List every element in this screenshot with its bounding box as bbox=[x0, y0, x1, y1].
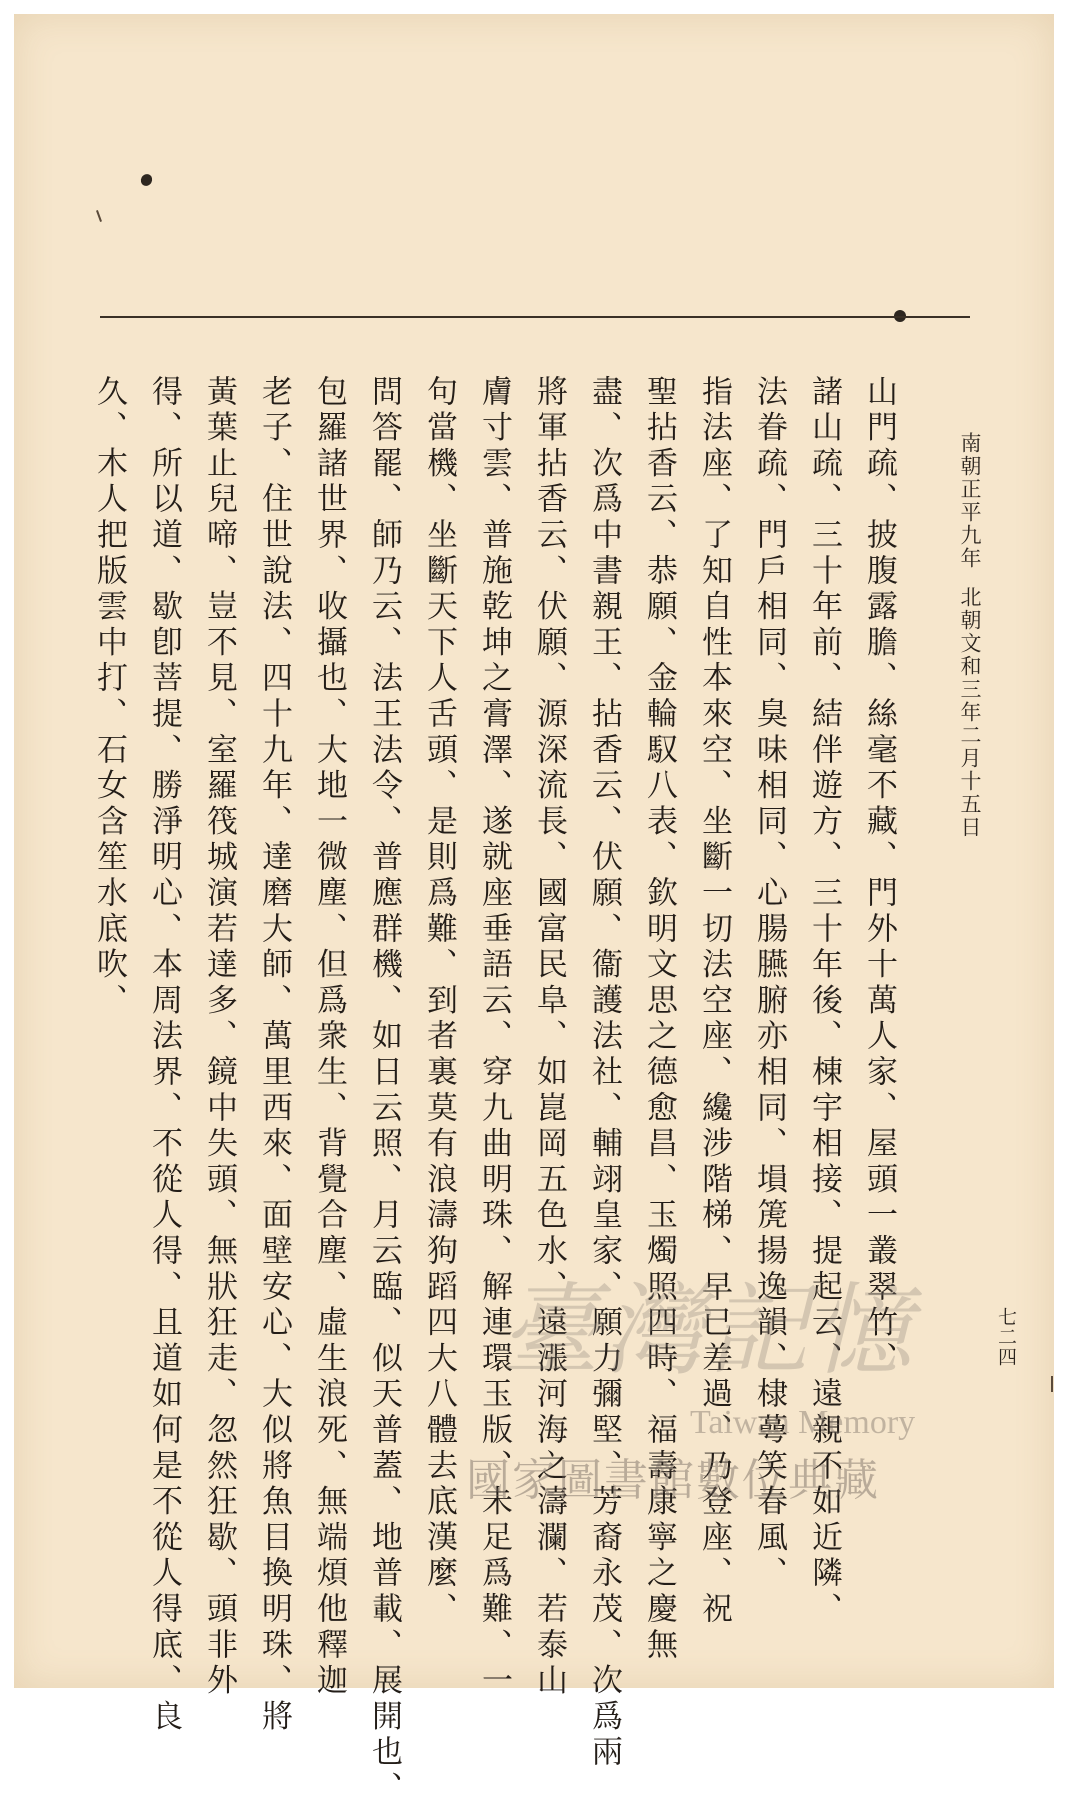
text-column: 久、木人把版雲中打、石女含笙水底吹、 bbox=[91, 375, 127, 1020]
watermark-chinese: 國家圖書館數位典藏 bbox=[466, 1455, 880, 1506]
text-column: 指法座、了知自性本來空、坐斷一切法空座、纔涉階梯、早已差過、乃登座、祝 bbox=[696, 375, 732, 1628]
text-column: 盡、次爲中書親王、拈香云、伏願、衞護法社、輔翊皇家、願力彌堅、芳裔永茂、次爲兩 bbox=[586, 375, 622, 1772]
text-column: 黃葉止兒啼、豈不見、室羅筏城演若達多、鏡中失頭、無狀狂走、忽然狂歇、頭非外 bbox=[201, 375, 237, 1700]
header-north-era: 北朝文和三年二月十五日 bbox=[958, 586, 982, 839]
text-column: 諸山疏、三十年前、結伴遊方、三十年後、棟宇相接、提起云、遠親不如近隣、 bbox=[806, 375, 842, 1628]
text-column: 老子、住世說法、四十九年、達磨大師、萬里西來、面壁安心、大似將魚目換明珠、將 bbox=[256, 375, 292, 1736]
text-column: 膚寸雲、普施乾坤之膏澤、遂就座垂語云、穿九曲明珠、解連環玉版、未足爲難、一 bbox=[476, 375, 512, 1700]
paper-speck bbox=[96, 210, 102, 222]
text-column: 法眷疏、門戶相同、臭味相同、心腸臙腑亦相同、塤箎揚逸韻、棣蕚笑春風、 bbox=[751, 375, 787, 1593]
text-column: 問答罷、師乃云、法王法令、普應群機、如日云照、月云臨、似天普蓋、地普載、展開也、 bbox=[366, 375, 402, 1807]
watermark-english: Taiwan Memory bbox=[690, 1404, 916, 1441]
text-column: 句當機、坐斷天下人舌頭、是則爲難、到者裏莫有浪濤狗蹈四大八體去底漢麼、 bbox=[421, 375, 457, 1628]
ink-spot bbox=[139, 172, 155, 188]
horizontal-rule bbox=[100, 316, 970, 318]
text-column: 山門疏、披腹露膽、絲毫不藏、門外十萬人家、屋頭一叢翠竹、 bbox=[861, 375, 897, 1378]
text-column: 將軍拈香云、伏願、源深流長、國富民阜、如崑岡五色水、遠漲河海之濤瀾、若泰山 bbox=[531, 375, 567, 1700]
margin-mark bbox=[1051, 1376, 1053, 1392]
text-column: 聖拈香云、恭願、金輪馭八表、欽明文思之德愈昌、玉燭照四時、福壽康寧之慶無 bbox=[641, 375, 677, 1664]
running-header bbox=[958, 432, 982, 839]
page-number: 七二四 bbox=[995, 1307, 1017, 1367]
text-column: 包羅諸世界、收攝也、大地一微塵、但爲衆生、背覺合塵、虛生浪死、無端煩他釋迦 bbox=[311, 375, 347, 1700]
header-south-era: 南朝正平九年 bbox=[958, 432, 982, 570]
text-column: 得、所以道、歇卽菩提、勝淨明心、本周法界、不從人得、且道如何是不從人得底、良 bbox=[146, 375, 182, 1736]
watermark-calligraphy: 臺灣記憶 bbox=[500, 1272, 916, 1389]
